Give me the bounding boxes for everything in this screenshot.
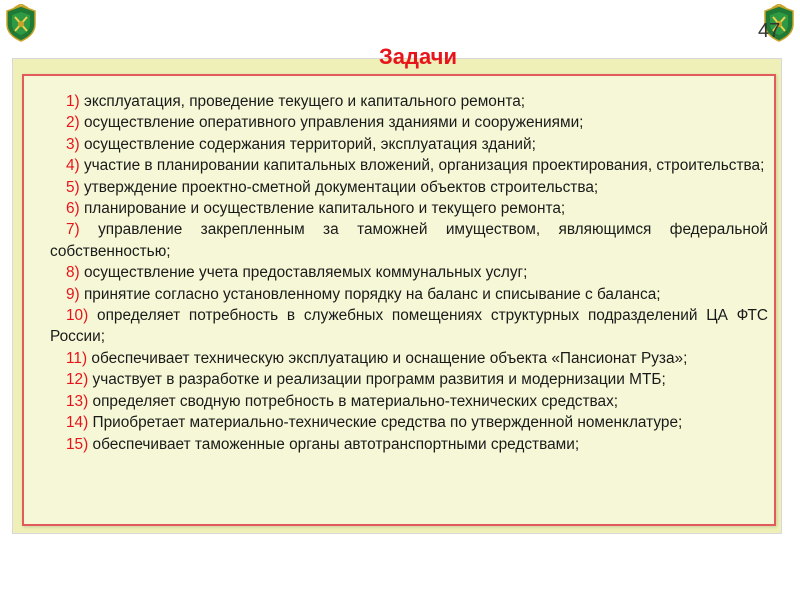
task-text: определяет потребность в служебных помещениях структурных подразделений ЦА ФТС России; [50,307,768,346]
task-item [50,177,768,198]
task-text: определяет сводную потребность в материально-технических средствах; [88,392,619,410]
task-number: 1) [66,93,80,110]
task-item [50,412,768,433]
task-number: 14) [66,414,89,432]
task-number: 9) [66,285,80,303]
task-item [50,305,768,348]
task-text: осуществление учета предоставляемых коммунальных услуг; [79,264,528,282]
task-text: принятие согласно установленному порядку на баланс и списывание с баланса; [79,285,661,303]
task-number: 15) [66,435,89,453]
slide-title: Задачи [379,44,457,69]
task-number: 3) [66,135,80,153]
task-item [50,284,768,305]
customs-emblem-icon [4,4,38,42]
task-number: 12) [66,371,89,389]
task-text: осуществление содержания территорий, эксплуатация зданий; [79,135,536,153]
task-text: участвует в разработке и реализации программ развития и модернизации МТБ; [88,371,666,389]
task-item [50,434,768,455]
task-number: 7) [66,221,80,239]
task-list [50,91,768,455]
task-text: утверждение проектно-сметной документации объектов строительства; [79,178,599,196]
task-text: Приобретает материально-технические средства по утвержденной номенклатуре; [88,414,683,432]
task-item [50,134,768,155]
task-number: 6) [66,200,80,218]
task-text: обеспечивает техническую эксплуатацию и оснащение объекта «Пансионат Руза»; [87,349,688,367]
task-item [50,112,768,133]
task-text: планирование и осуществление капитального и текущего ремонта; [79,200,566,218]
task-item [50,155,768,176]
task-text: управление закрепленным за таможней имуществом, являющимся федеральной собственностью; [50,221,768,260]
task-number: 5) [66,178,80,196]
task-number: 8) [66,264,80,282]
task-text: осуществление оперативного управления зданиями и сооружениями; [79,114,584,132]
task-number: 13) [66,392,89,410]
task-item [50,91,768,112]
task-number: 2) [66,114,80,132]
task-number: 11) [66,349,88,367]
task-item [50,219,768,262]
task-text: эксплуатация, проведение текущего и капитального ремонта; [79,93,526,110]
customs-emblem-icon-left [4,4,38,42]
task-text: обеспечивает таможенные органы автотранспортными средствами; [88,435,580,453]
task-item [50,348,768,369]
task-number: 10) [66,307,89,325]
task-number: 4) [66,157,80,175]
task-item [50,391,768,412]
page-number: 47 [758,20,781,42]
task-text: участие в планировании капитальных вложений, организация проектирования, строительства; [79,157,765,175]
task-item [50,369,768,390]
task-item [50,262,768,283]
task-item [50,198,768,219]
